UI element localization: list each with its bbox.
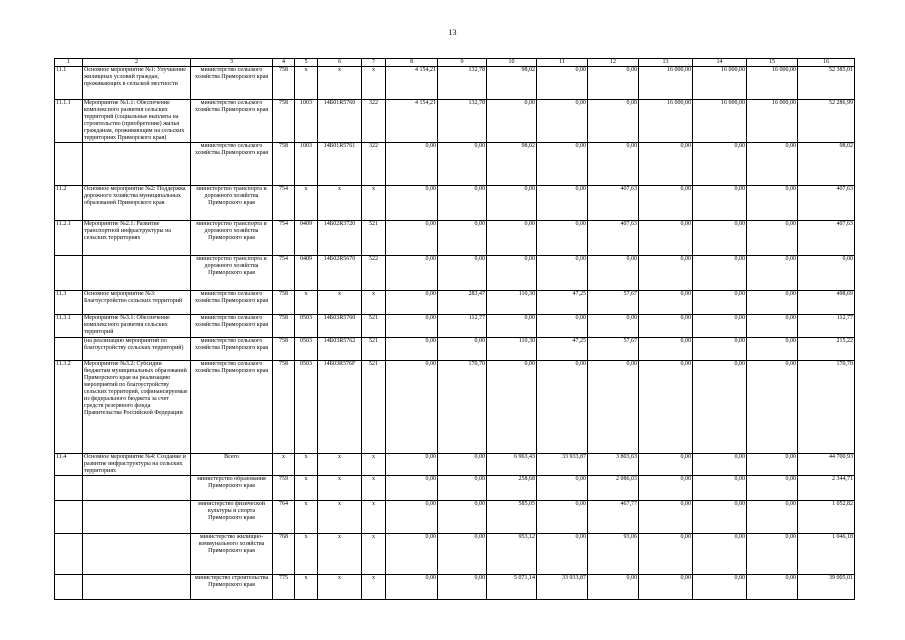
- amount-col-12: 57,67: [588, 338, 639, 361]
- section-code: 0503: [295, 361, 318, 454]
- amount-col-13: 0,00: [639, 454, 693, 476]
- column-header: 4: [273, 59, 295, 67]
- column-header: 9: [438, 59, 487, 67]
- amount-col-14: 0,00: [693, 338, 747, 361]
- amount-col-13: 0,00: [639, 476, 693, 501]
- section-code: x: [295, 501, 318, 534]
- section-code: x: [295, 186, 318, 221]
- amount-col-15: 0,00: [747, 186, 798, 221]
- amount-col-8: 0,00: [386, 361, 438, 454]
- amount-col-8: 0,00: [386, 501, 438, 534]
- column-header: 7: [362, 59, 386, 67]
- target-article-code: x: [318, 575, 362, 600]
- grbs-code: 759: [273, 476, 295, 501]
- amount-col-8: 0,00: [386, 256, 438, 291]
- amount-col-12: 0,00: [588, 100, 639, 143]
- responsible-ministry: министерство сельского хозяйства Приморского края: [191, 338, 273, 361]
- amount-col-10: 0,00: [487, 186, 537, 221]
- activity-name: Основное мероприятие №2: Поддержка дорожного хозяйства муниципальных образований Приморского края: [83, 186, 191, 221]
- amount-total: 498,69: [798, 291, 855, 315]
- responsible-ministry: министерство сельского хозяйства Приморского края: [191, 291, 273, 315]
- grbs-code: 764: [273, 501, 295, 534]
- amount-col-8: 0,00: [386, 221, 438, 256]
- expense-type-code: 322: [362, 100, 386, 143]
- row-code: 11.2: [55, 186, 83, 221]
- amount-col-9: 0,00: [438, 256, 487, 291]
- amount-col-11: 0,00: [537, 221, 588, 256]
- amount-col-9: 0,00: [438, 454, 487, 476]
- amount-col-8: 0,00: [386, 534, 438, 575]
- amount-col-15: 0,00: [747, 501, 798, 534]
- activity-name: (на реализацию мероприятий по благоустройству сельских территорий): [83, 338, 191, 361]
- page-number: 13: [448, 28, 457, 37]
- activity-name: Основное мероприятие №4: Создание и развитие инфраструктуры на сельских территориях: [83, 454, 191, 476]
- target-article-code: x: [318, 67, 362, 100]
- amount-total: 112,77: [798, 315, 855, 338]
- amount-total: 0,00: [798, 256, 855, 291]
- column-header: 14: [693, 59, 747, 67]
- activity-name: Основное мероприятие №1: Улучшение жилищных условий граждан, проживающих в сельской местности: [83, 67, 191, 100]
- amount-col-9: 112,77: [438, 315, 487, 338]
- expense-type-code: 521: [362, 221, 386, 256]
- grbs-code: 758: [273, 315, 295, 338]
- row-code: 11.2.1: [55, 221, 83, 256]
- column-header: 2: [83, 59, 191, 67]
- amount-col-9: 0,00: [438, 534, 487, 575]
- amount-col-8: 0,00: [386, 186, 438, 221]
- row-code: [55, 338, 83, 361]
- activity-name: Мероприятие №3.2: Субсидии бюджетам муниципальных образований Приморского края на реализацию мероприятий по благоустройству сельских территорий, софинансируемые из федерального бюджета за счет средств резервного фонда Правительства Российской Федерации: [83, 361, 191, 454]
- amount-col-15: 16 000,00: [747, 67, 798, 100]
- section-code: 0503: [295, 338, 318, 361]
- row-code: 11.1: [55, 67, 83, 100]
- column-header: 6: [318, 59, 362, 67]
- responsible-ministry: министерство сельского хозяйства Приморского края: [191, 361, 273, 454]
- amount-col-12: 93,06: [588, 534, 639, 575]
- column-header: 16: [798, 59, 855, 67]
- expense-type-code: 522: [362, 256, 386, 291]
- expense-type-code: x: [362, 534, 386, 575]
- amount-total: 407,63: [798, 186, 855, 221]
- grbs-code: x: [273, 454, 295, 476]
- budget-table: [54, 58, 855, 600]
- grbs-code: 768: [273, 534, 295, 575]
- amount-col-9: 0,00: [438, 501, 487, 534]
- expense-type-code: x: [362, 476, 386, 501]
- amount-col-11: 0,00: [537, 143, 588, 186]
- amount-col-11: 0,00: [537, 67, 588, 100]
- amount-col-12: 3 803,63: [588, 454, 639, 476]
- target-article-code: 14Б03R5760: [318, 315, 362, 338]
- activity-name: [83, 476, 191, 501]
- amount-total: 2 344,71: [798, 476, 855, 501]
- amount-col-9: 0,00: [438, 143, 487, 186]
- activity-name: Мероприятие №2.1: Развитие транспортной инфраструктуры на сельских территориях: [83, 221, 191, 256]
- row-code: 11.4: [55, 454, 83, 476]
- amount-col-10: 0,00: [487, 256, 537, 291]
- amount-col-12: 407,63: [588, 186, 639, 221]
- amount-col-8: 0,00: [386, 315, 438, 338]
- amount-col-9: 0,00: [438, 186, 487, 221]
- section-code: 0409: [295, 221, 318, 256]
- amount-col-10: 953,12: [487, 534, 537, 575]
- amount-col-10: 110,30: [487, 291, 537, 315]
- amount-col-15: 0,00: [747, 338, 798, 361]
- amount-col-14: 0,00: [693, 143, 747, 186]
- amount-col-11: 33 933,87: [537, 575, 588, 600]
- amount-col-8: 4 154,21: [386, 67, 438, 100]
- amount-col-15: 0,00: [747, 534, 798, 575]
- responsible-ministry: министерство сельского хозяйства Приморского края: [191, 67, 273, 100]
- amount-total: 44 700,93: [798, 454, 855, 476]
- target-article-code: 14Б03R5762: [318, 338, 362, 361]
- expense-type-code: 521: [362, 315, 386, 338]
- amount-col-9: 283,47: [438, 291, 487, 315]
- amount-col-11: 0,00: [537, 100, 588, 143]
- section-code: x: [295, 575, 318, 600]
- section-code: x: [295, 534, 318, 575]
- amount-col-10: 0,00: [487, 361, 537, 454]
- amount-col-10: 6 963,43: [487, 454, 537, 476]
- table-row: [55, 221, 855, 256]
- amount-col-10: 110,30: [487, 338, 537, 361]
- row-code: [55, 501, 83, 534]
- amount-col-13: 0,00: [639, 338, 693, 361]
- target-article-code: x: [318, 186, 362, 221]
- expense-type-code: x: [362, 67, 386, 100]
- row-code: 11.1.1: [55, 100, 83, 143]
- amount-col-14: 0,00: [693, 476, 747, 501]
- amount-col-11: 33 933,87: [537, 454, 588, 476]
- amount-col-14: 0,00: [693, 534, 747, 575]
- amount-col-13: 0,00: [639, 291, 693, 315]
- grbs-code: 758: [273, 143, 295, 186]
- target-article-code: x: [318, 534, 362, 575]
- target-article-code: 14Б02R3720: [318, 221, 362, 256]
- responsible-ministry: министерство транспорта и дорожного хозяйства Приморского края: [191, 256, 273, 291]
- row-code: [55, 575, 83, 600]
- expense-type-code: x: [362, 454, 386, 476]
- expense-type-code: x: [362, 575, 386, 600]
- grbs-code: 758: [273, 291, 295, 315]
- amount-col-9: 0,00: [438, 476, 487, 501]
- responsible-ministry: министерство сельского хозяйства Приморского края: [191, 143, 273, 186]
- section-code: 1003: [295, 100, 318, 143]
- grbs-code: 754: [273, 221, 295, 256]
- amount-col-11: 0,00: [537, 534, 588, 575]
- amount-col-12: 57,67: [588, 291, 639, 315]
- column-header: 13: [639, 59, 693, 67]
- amount-col-11: 0,00: [537, 186, 588, 221]
- amount-col-12: 467,77: [588, 501, 639, 534]
- activity-name: [83, 256, 191, 291]
- amount-col-15: 0,00: [747, 221, 798, 256]
- amount-total: 98,02: [798, 143, 855, 186]
- amount-col-10: 0,00: [487, 221, 537, 256]
- grbs-code: 754: [273, 256, 295, 291]
- responsible-ministry: министерство транспорта и дорожного хозяйства Приморского края: [191, 186, 273, 221]
- amount-col-13: 16 000,00: [639, 100, 693, 143]
- amount-total: 170,70: [798, 361, 855, 454]
- target-article-code: 14Б01R5760: [318, 100, 362, 143]
- amount-total: 215,22: [798, 338, 855, 361]
- amount-col-8: 0,00: [386, 338, 438, 361]
- amount-col-10: 0,00: [487, 315, 537, 338]
- amount-col-15: 0,00: [747, 361, 798, 454]
- responsible-ministry: министерство физической культуры и спорта Приморского края: [191, 501, 273, 534]
- amount-col-13: 0,00: [639, 575, 693, 600]
- column-header: 15: [747, 59, 798, 67]
- amount-col-12: 0,00: [588, 361, 639, 454]
- amount-col-12: 0,00: [588, 315, 639, 338]
- amount-col-11: 0,00: [537, 476, 588, 501]
- amount-col-9: 132,78: [438, 100, 487, 143]
- column-header: 3: [191, 59, 273, 67]
- target-article-code: x: [318, 501, 362, 534]
- amount-col-12: 0,00: [588, 575, 639, 600]
- amount-col-8: 0,00: [386, 143, 438, 186]
- column-header: 1: [55, 59, 83, 67]
- grbs-code: 775: [273, 575, 295, 600]
- amount-col-9: 132,78: [438, 67, 487, 100]
- amount-col-9: 0,00: [438, 338, 487, 361]
- table-row: [55, 534, 855, 575]
- table-row: [55, 575, 855, 600]
- section-code: x: [295, 454, 318, 476]
- column-header: 8: [386, 59, 438, 67]
- amount-col-10: 0,00: [487, 100, 537, 143]
- responsible-ministry: министерство сельского хозяйства Приморского края: [191, 100, 273, 143]
- column-header: 12: [588, 59, 639, 67]
- section-code: x: [295, 291, 318, 315]
- responsible-ministry: министерство образования Приморского края: [191, 476, 273, 501]
- amount-col-12: 407,63: [588, 221, 639, 256]
- amount-col-11: 0,00: [537, 501, 588, 534]
- amount-col-11: 47,25: [537, 291, 588, 315]
- responsible-ministry: министерство транспорта и дорожного хозяйства Приморского края: [191, 221, 273, 256]
- grbs-code: 758: [273, 338, 295, 361]
- activity-name: [83, 534, 191, 575]
- amount-col-9: 0,00: [438, 575, 487, 600]
- amount-total: 52 385,01: [798, 67, 855, 100]
- amount-col-8: 4 154,21: [386, 100, 438, 143]
- amount-total: 39 005,01: [798, 575, 855, 600]
- column-header: 11: [537, 59, 588, 67]
- row-code: [55, 476, 83, 501]
- amount-col-8: 0,00: [386, 476, 438, 501]
- expense-type-code: 322: [362, 143, 386, 186]
- amount-total: 1 052,82: [798, 501, 855, 534]
- amount-col-13: 16 000,00: [639, 67, 693, 100]
- amount-col-14: 0,00: [693, 454, 747, 476]
- row-code: [55, 534, 83, 575]
- amount-col-12: 0,00: [588, 143, 639, 186]
- activity-name: [83, 575, 191, 600]
- table-row: [55, 67, 855, 100]
- expense-type-code: 521: [362, 338, 386, 361]
- amount-col-14: 0,00: [693, 221, 747, 256]
- amount-col-9: 170,70: [438, 361, 487, 454]
- target-article-code: x: [318, 476, 362, 501]
- target-article-code: 14Б01R5761: [318, 143, 362, 186]
- responsible-ministry: министерство сельского хозяйства Приморского края: [191, 315, 273, 338]
- responsible-ministry: министерство строительства Приморского края: [191, 575, 273, 600]
- amount-col-14: 0,00: [693, 256, 747, 291]
- amount-col-15: 0,00: [747, 575, 798, 600]
- responsible-ministry: Всего: [191, 454, 273, 476]
- section-code: 0503: [295, 315, 318, 338]
- amount-col-15: 0,00: [747, 256, 798, 291]
- table-row: [55, 361, 855, 454]
- amount-col-15: 0,00: [747, 291, 798, 315]
- target-article-code: x: [318, 291, 362, 315]
- column-header: 5: [295, 59, 318, 67]
- expense-type-code: 521: [362, 361, 386, 454]
- amount-col-8: 0,00: [386, 291, 438, 315]
- grbs-code: 758: [273, 67, 295, 100]
- amount-col-11: 47,25: [537, 338, 588, 361]
- table-row: [55, 315, 855, 338]
- amount-col-13: 0,00: [639, 501, 693, 534]
- amount-col-12: 0,00: [588, 256, 639, 291]
- table-row: [55, 256, 855, 291]
- amount-col-11: 0,00: [537, 256, 588, 291]
- row-code: 11.3.1: [55, 315, 83, 338]
- amount-col-10: 98,02: [487, 67, 537, 100]
- amount-col-13: 0,00: [639, 143, 693, 186]
- amount-col-13: 0,00: [639, 315, 693, 338]
- table-row: [55, 476, 855, 501]
- amount-col-8: 0,00: [386, 575, 438, 600]
- expense-type-code: x: [362, 291, 386, 315]
- activity-name: Основное мероприятие №3: Благоустройство сельских территорий: [83, 291, 191, 315]
- amount-col-14: 16 000,00: [693, 100, 747, 143]
- amount-col-9: 0,00: [438, 221, 487, 256]
- amount-col-15: 0,00: [747, 454, 798, 476]
- column-header: 10: [487, 59, 537, 67]
- amount-col-11: 0,00: [537, 361, 588, 454]
- amount-col-15: 0,00: [747, 476, 798, 501]
- amount-col-14: 0,00: [693, 575, 747, 600]
- target-article-code: x: [318, 454, 362, 476]
- activity-name: [83, 501, 191, 534]
- amount-col-14: 0,00: [693, 315, 747, 338]
- amount-total: 1 046,18: [798, 534, 855, 575]
- table-row: [55, 291, 855, 315]
- amount-col-10: 258,68: [487, 476, 537, 501]
- expense-type-code: x: [362, 186, 386, 221]
- amount-col-14: 0,00: [693, 186, 747, 221]
- amount-col-11: 0,00: [537, 315, 588, 338]
- section-code: 1003: [295, 143, 318, 186]
- amount-col-8: 0,00: [386, 454, 438, 476]
- row-code: 11.3: [55, 291, 83, 315]
- table-row: [55, 186, 855, 221]
- row-code: [55, 256, 83, 291]
- amount-col-13: 0,00: [639, 534, 693, 575]
- responsible-ministry: министерство жилищно-коммунального хозяйства Приморского края: [191, 534, 273, 575]
- section-code: x: [295, 67, 318, 100]
- amount-col-14: 0,00: [693, 291, 747, 315]
- amount-col-12: 0,00: [588, 67, 639, 100]
- table-row: [55, 338, 855, 361]
- amount-col-13: 0,00: [639, 256, 693, 291]
- activity-name: Мероприятие №3.1: Обеспечение комплексного развития сельских территорий: [83, 315, 191, 338]
- table-row: [55, 454, 855, 476]
- amount-col-13: 0,00: [639, 361, 693, 454]
- amount-col-13: 0,00: [639, 221, 693, 256]
- amount-col-10: 98,02: [487, 143, 537, 186]
- table-row: [55, 501, 855, 534]
- amount-col-12: 2 086,03: [588, 476, 639, 501]
- grbs-code: 754: [273, 186, 295, 221]
- amount-col-14: 0,00: [693, 501, 747, 534]
- target-article-code: 14Б02R5670: [318, 256, 362, 291]
- activity-name: Мероприятие №1.1: Обеспечение комплексного развития сельских территорий (социальные выплаты на строительство (приобретение) жилья гражданам, проживающим на сельских территориях Приморского края): [83, 100, 191, 143]
- amount-total: 407,63: [798, 221, 855, 256]
- grbs-code: 758: [273, 361, 295, 454]
- activity-name: [83, 143, 191, 186]
- amount-col-15: 0,00: [747, 143, 798, 186]
- section-code: x: [295, 476, 318, 501]
- grbs-code: 758: [273, 100, 295, 143]
- amount-col-13: 0,00: [639, 186, 693, 221]
- amount-col-14: 0,00: [693, 361, 747, 454]
- table-row: [55, 143, 855, 186]
- amount-col-10: 585,05: [487, 501, 537, 534]
- amount-col-10: 5 071,14: [487, 575, 537, 600]
- amount-col-15: 0,00: [747, 315, 798, 338]
- amount-total: 52 286,99: [798, 100, 855, 143]
- amount-col-15: 16 000,00: [747, 100, 798, 143]
- target-article-code: 14Б03R576F: [318, 361, 362, 454]
- row-code: [55, 143, 83, 186]
- row-code: 11.3.2: [55, 361, 83, 454]
- section-code: 0409: [295, 256, 318, 291]
- expense-type-code: x: [362, 501, 386, 534]
- header-row: [55, 59, 855, 67]
- table-row: [55, 100, 855, 143]
- amount-col-14: 16 000,00: [693, 67, 747, 100]
